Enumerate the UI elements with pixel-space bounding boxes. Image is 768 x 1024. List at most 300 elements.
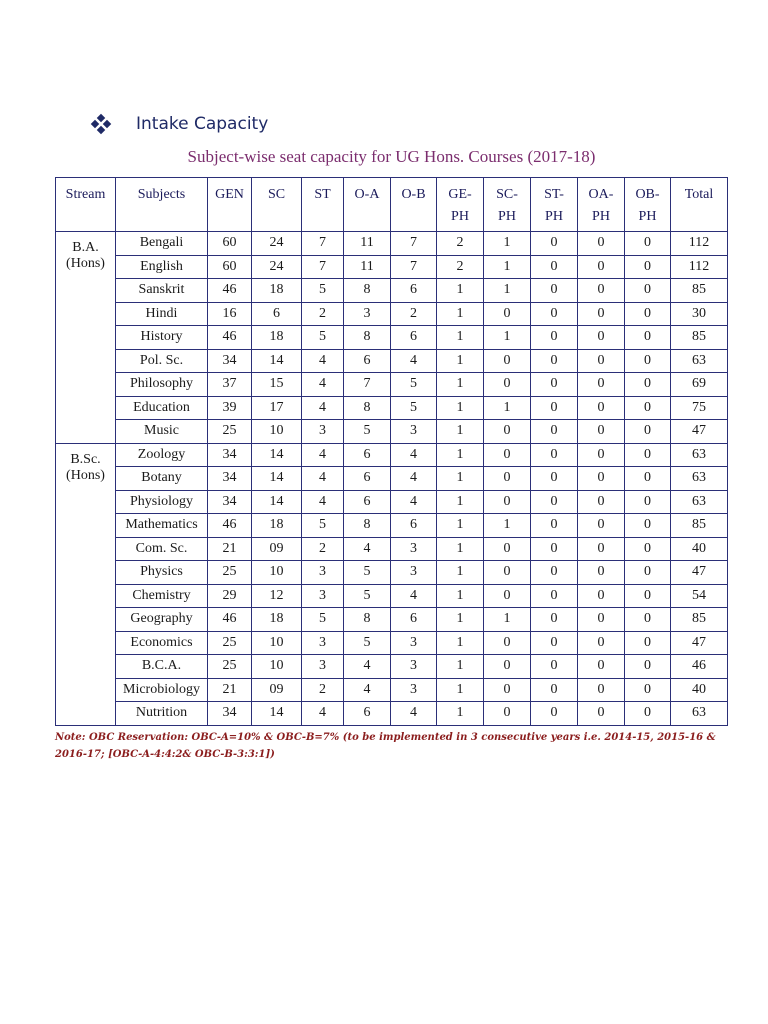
seat-count-cell: 14 [252,490,302,514]
seat-count-cell: 85 [671,326,728,350]
subject-cell: Hindi [116,302,208,326]
seat-count-cell: 6 [344,467,391,491]
seat-count-cell: 46 [208,608,252,632]
seat-count-cell: 46 [671,655,728,679]
seat-count-cell: 34 [208,467,252,491]
seat-count-cell: 0 [578,584,625,608]
seat-count-cell: 12 [252,584,302,608]
seat-count-cell: 0 [531,349,578,373]
seat-count-cell: 4 [302,373,344,397]
subject-cell: Physiology [116,490,208,514]
column-header [437,178,484,232]
obc-note: Note: OBC Reservation: OBC-A=10% & OBC-B=7% (to be implemented in 3 consecutive years i.e. 2014-15, 2015-16 & 2016-17; [OBC-A-4:4:2& OBC-B-3:3:1]) [55,732,716,760]
subject-cell: Economics [116,631,208,655]
table-row [56,655,728,679]
seat-count-cell: 1 [437,373,484,397]
table-row [56,302,728,326]
seat-count-cell: 0 [531,443,578,467]
seat-count-cell: 6 [391,514,437,538]
table-row [56,467,728,491]
seat-count-cell: 3 [391,655,437,679]
seat-count-cell: 1 [484,514,531,538]
subject-cell: Com. Sc. [116,537,208,561]
seat-count-cell: 0 [578,514,625,538]
seat-count-cell: 1 [437,537,484,561]
seat-count-cell: 0 [625,514,671,538]
table-row [56,420,728,444]
seat-count-cell: 3 [391,631,437,655]
table-row [56,561,728,585]
seat-count-cell: 0 [578,490,625,514]
seat-count-cell: 09 [252,678,302,702]
column-header [252,178,302,232]
table-row [56,631,728,655]
seat-count-cell: 1 [437,279,484,303]
seat-count-cell: 7 [391,232,437,256]
seat-count-cell: 0 [625,702,671,726]
seat-count-cell: 3 [302,655,344,679]
seat-count-cell: 3 [302,631,344,655]
column-header-text: PH [545,209,563,224]
seat-count-cell: 6 [391,279,437,303]
table-row [56,443,728,467]
seat-count-cell: 75 [671,396,728,420]
seat-count-cell: 1 [484,255,531,279]
seat-count-cell: 18 [252,279,302,303]
seat-count-cell: 0 [531,631,578,655]
seat-count-cell: 0 [625,326,671,350]
seat-count-cell: 14 [252,349,302,373]
seat-count-cell: 40 [671,537,728,561]
seat-count-cell: 0 [531,232,578,256]
seat-count-cell: 63 [671,443,728,467]
seat-count-cell: 4 [391,490,437,514]
table-title: Subject-wise seat capacity for UG Hons. Courses (2017-18) [187,147,596,166]
seat-count-cell: 0 [531,396,578,420]
table-row [56,396,728,420]
seat-count-cell: 0 [484,420,531,444]
stream-label: B.Sc. [70,451,101,467]
seat-count-cell: 1 [437,302,484,326]
seat-count-cell: 0 [578,326,625,350]
seat-count-cell: 21 [208,678,252,702]
seat-count-cell: 1 [437,396,484,420]
seat-count-cell: 0 [625,537,671,561]
seat-count-cell: 10 [252,655,302,679]
seat-count-cell: 0 [578,279,625,303]
seat-count-cell: 0 [578,678,625,702]
seat-count-cell: 2 [437,255,484,279]
seat-count-cell: 0 [531,420,578,444]
seat-count-cell: 2 [391,302,437,326]
seat-count-cell: 47 [671,561,728,585]
seat-count-cell: 14 [252,443,302,467]
seat-count-cell: 0 [531,255,578,279]
table-row [56,349,728,373]
seat-count-cell: 0 [578,655,625,679]
seat-count-cell: 69 [671,373,728,397]
seat-count-cell: 0 [625,349,671,373]
seat-count-cell: 5 [391,396,437,420]
seat-count-cell: 63 [671,467,728,491]
seat-count-cell: 1 [437,514,484,538]
seat-count-cell: 0 [531,608,578,632]
seat-count-cell: 4 [302,467,344,491]
seat-count-cell: 85 [671,514,728,538]
seat-count-cell: 25 [208,631,252,655]
section-heading-text: Intake Capacity [136,114,269,134]
column-header-text: Subjects [137,187,186,202]
seat-count-cell: 6 [344,490,391,514]
seat-count-cell: 11 [344,255,391,279]
seat-count-cell: 24 [252,255,302,279]
seat-count-cell: 4 [344,537,391,561]
table-header [56,178,728,232]
seat-count-cell: 17 [252,396,302,420]
seat-count-cell: 4 [302,490,344,514]
seat-count-cell: 4 [391,467,437,491]
column-header-text: O-A [354,187,380,202]
table-row [56,232,728,256]
column-header-text: ST- [544,187,564,202]
seat-count-cell: 1 [437,420,484,444]
table-row [56,373,728,397]
seat-count-cell: 0 [578,232,625,256]
seat-count-cell: 6 [252,302,302,326]
seat-count-cell: 21 [208,537,252,561]
seat-count-cell: 10 [252,631,302,655]
table-row [56,678,728,702]
seat-count-cell: 3 [391,678,437,702]
seat-count-cell: 4 [391,443,437,467]
subject-cell: Chemistry [116,584,208,608]
seat-count-cell: 0 [625,631,671,655]
subject-cell: Physics [116,561,208,585]
column-header-text: PH [592,209,610,224]
seat-count-cell: 7 [391,255,437,279]
seat-count-cell: 34 [208,702,252,726]
seat-count-cell: 8 [344,396,391,420]
seat-count-cell: 0 [625,302,671,326]
seat-count-cell: 5 [344,631,391,655]
seat-count-cell: 8 [344,608,391,632]
seat-count-cell: 63 [671,349,728,373]
seat-count-cell: 4 [302,702,344,726]
column-header-text: PH [638,209,657,224]
seat-count-cell: 85 [671,279,728,303]
subject-cell: Education [116,396,208,420]
seat-count-cell: 6 [391,326,437,350]
stream-cell [56,443,116,725]
seat-count-cell: 0 [531,467,578,491]
table-row [56,608,728,632]
section-heading [92,110,268,138]
seat-count-cell: 3 [344,302,391,326]
seat-count-cell: 16 [208,302,252,326]
seat-count-cell: 10 [252,561,302,585]
seat-count-cell: 1 [484,232,531,256]
column-header [578,178,625,232]
seat-count-cell: 3 [391,537,437,561]
column-header [344,178,391,232]
seat-count-cell: 0 [531,678,578,702]
column-header-text: SC [267,187,286,202]
seat-count-cell: 39 [208,396,252,420]
seat-count-cell: 0 [484,443,531,467]
subject-cell: Nutrition [116,702,208,726]
seat-count-cell: 63 [671,702,728,726]
seat-count-cell: 1 [484,608,531,632]
seat-count-cell: 1 [437,490,484,514]
subject-cell: Microbiology [116,678,208,702]
stream-label: (Hons) [66,467,105,483]
column-header [391,178,437,232]
seat-count-cell: 112 [671,232,728,256]
seat-count-cell: 0 [484,373,531,397]
header-row [56,178,728,232]
seat-count-cell: 0 [484,655,531,679]
seat-count-cell: 0 [625,678,671,702]
seat-count-cell: 5 [302,608,344,632]
seat-count-cell: 46 [208,279,252,303]
seat-count-cell: 0 [531,584,578,608]
seat-count-cell: 4 [302,443,344,467]
seat-count-cell: 1 [437,326,484,350]
seat-count-cell: 5 [391,373,437,397]
seat-count-cell: 46 [208,326,252,350]
seat-count-cell: 1 [437,584,484,608]
seat-count-cell: 0 [625,584,671,608]
table-row [56,702,728,726]
seat-count-cell: 14 [252,467,302,491]
seat-count-cell: 1 [484,326,531,350]
seat-count-cell: 0 [625,467,671,491]
column-header [484,178,531,232]
seat-count-cell: 6 [344,702,391,726]
table-row [56,537,728,561]
seat-count-cell: 2 [302,678,344,702]
seat-count-cell: 0 [531,302,578,326]
seat-count-cell: 25 [208,655,252,679]
seat-count-cell: 8 [344,279,391,303]
seat-count-cell: 0 [484,349,531,373]
column-header-text: GEN [215,187,244,202]
table-body [56,232,728,726]
seat-count-cell: 4 [391,702,437,726]
seat-count-cell: 0 [484,302,531,326]
stream-label: B.A. [72,240,99,255]
seat-count-cell: 0 [625,396,671,420]
seat-count-cell: 2 [437,232,484,256]
seat-count-cell: 3 [302,584,344,608]
seat-count-cell: 0 [625,561,671,585]
subject-cell: Music [116,420,208,444]
seat-count-cell: 4 [344,678,391,702]
table-row [56,326,728,350]
table-row [56,490,728,514]
seat-count-cell: 0 [578,302,625,326]
seat-count-cell: 09 [252,537,302,561]
seat-count-cell: 8 [344,514,391,538]
seat-count-cell: 37 [208,373,252,397]
seat-count-cell: 0 [625,655,671,679]
seat-count-cell: 0 [484,702,531,726]
seat-count-cell: 25 [208,561,252,585]
seat-count-cell: 0 [484,561,531,585]
subject-cell: Bengali [116,232,208,256]
seat-count-cell: 1 [437,631,484,655]
seat-count-cell: 1 [437,561,484,585]
seat-count-cell: 4 [302,396,344,420]
seat-count-cell: 1 [484,279,531,303]
seat-count-cell: 0 [578,561,625,585]
seat-count-cell: 3 [302,420,344,444]
column-header [208,178,252,232]
seat-count-cell: 5 [344,420,391,444]
seat-count-cell: 1 [437,702,484,726]
column-header [56,178,116,232]
seat-count-cell: 60 [208,232,252,256]
seat-count-cell: 0 [578,702,625,726]
column-header-text: Total [684,187,714,202]
seat-count-cell: 0 [578,608,625,632]
seat-count-cell: 0 [578,467,625,491]
seat-count-cell: 3 [391,561,437,585]
seat-count-cell: 1 [437,443,484,467]
table-row [56,255,728,279]
seat-count-cell: 25 [208,420,252,444]
seat-count-cell: 0 [531,490,578,514]
seat-count-cell: 4 [344,655,391,679]
seat-count-cell: 34 [208,443,252,467]
seat-count-cell: 5 [302,279,344,303]
column-header [302,178,344,232]
seat-count-cell: 0 [625,373,671,397]
seat-count-cell: 47 [671,420,728,444]
seat-count-cell: 85 [671,608,728,632]
seat-count-cell: 18 [252,608,302,632]
table-row [56,584,728,608]
subject-cell: Pol. Sc. [116,349,208,373]
seat-count-cell: 18 [252,326,302,350]
seat-count-cell: 0 [484,467,531,491]
seat-count-cell: 0 [531,514,578,538]
seat-count-cell: 30 [671,302,728,326]
column-header-text: OA- [588,187,614,202]
seat-count-cell: 3 [391,420,437,444]
seat-count-cell: 0 [531,326,578,350]
subject-cell: Philosophy [116,373,208,397]
seat-count-cell: 1 [437,608,484,632]
table-row [56,514,728,538]
column-header-text: O-B [401,187,426,202]
seat-count-cell: 4 [302,349,344,373]
seat-count-cell: 0 [484,537,531,561]
subject-cell: Mathematics [116,514,208,538]
seat-count-cell: 0 [625,279,671,303]
column-header-text: PH [451,209,469,224]
seat-count-cell: 0 [531,655,578,679]
seat-capacity-table [55,177,728,726]
seat-count-cell: 0 [578,396,625,420]
seat-count-cell: 11 [344,232,391,256]
seat-count-cell: 47 [671,631,728,655]
seat-count-cell: 5 [302,326,344,350]
seat-count-cell: 7 [344,373,391,397]
seat-count-cell: 34 [208,349,252,373]
seat-count-cell: 5 [302,514,344,538]
seat-count-cell: 15 [252,373,302,397]
seat-count-cell: 1 [437,349,484,373]
seat-count-cell: 14 [252,702,302,726]
seat-count-cell: 60 [208,255,252,279]
seat-count-cell: 0 [625,443,671,467]
diamond-bullet-icon [92,115,110,133]
seat-count-cell: 1 [437,678,484,702]
stream-cell [56,232,116,444]
seat-count-cell: 0 [531,702,578,726]
seat-count-cell: 2 [302,302,344,326]
seat-count-cell: 34 [208,490,252,514]
column-header [531,178,578,232]
seat-count-cell: 63 [671,490,728,514]
subject-cell: Sanskrit [116,279,208,303]
stream-label: (Hons) [66,256,105,271]
seat-count-cell: 5 [344,561,391,585]
seat-count-cell: 6 [391,608,437,632]
column-header-text: Stream [65,187,106,202]
seat-count-cell: 0 [484,584,531,608]
seat-count-cell: 0 [578,443,625,467]
seat-count-cell: 0 [578,537,625,561]
seat-count-cell: 0 [578,349,625,373]
seat-count-cell: 0 [578,631,625,655]
seat-count-cell: 0 [531,537,578,561]
seat-count-cell: 10 [252,420,302,444]
seat-count-cell: 112 [671,255,728,279]
seat-count-cell: 24 [252,232,302,256]
subject-cell: Zoology [116,443,208,467]
seat-count-cell: 5 [344,584,391,608]
seat-count-cell: 6 [344,349,391,373]
seat-count-cell: 7 [302,232,344,256]
seat-count-cell: 0 [484,678,531,702]
seat-count-cell: 0 [578,255,625,279]
seat-count-cell: 7 [302,255,344,279]
column-header-text: GE- [448,187,472,202]
column-header [671,178,728,232]
seat-count-cell: 0 [578,373,625,397]
seat-count-cell: 0 [625,420,671,444]
seat-count-cell: 1 [437,467,484,491]
table-row [56,279,728,303]
seat-count-cell: 46 [208,514,252,538]
seat-count-cell: 2 [302,537,344,561]
seat-count-cell: 0 [625,255,671,279]
subject-cell: English [116,255,208,279]
column-header [116,178,208,232]
column-header-text: SC- [496,187,518,202]
seat-count-cell: 18 [252,514,302,538]
seat-count-cell: 6 [344,443,391,467]
seat-count-cell: 8 [344,326,391,350]
subject-cell: B.C.A. [116,655,208,679]
subject-cell: History [116,326,208,350]
column-header-text: PH [498,209,516,224]
seat-count-cell: 40 [671,678,728,702]
seat-count-cell: 0 [484,490,531,514]
seat-count-cell: 54 [671,584,728,608]
